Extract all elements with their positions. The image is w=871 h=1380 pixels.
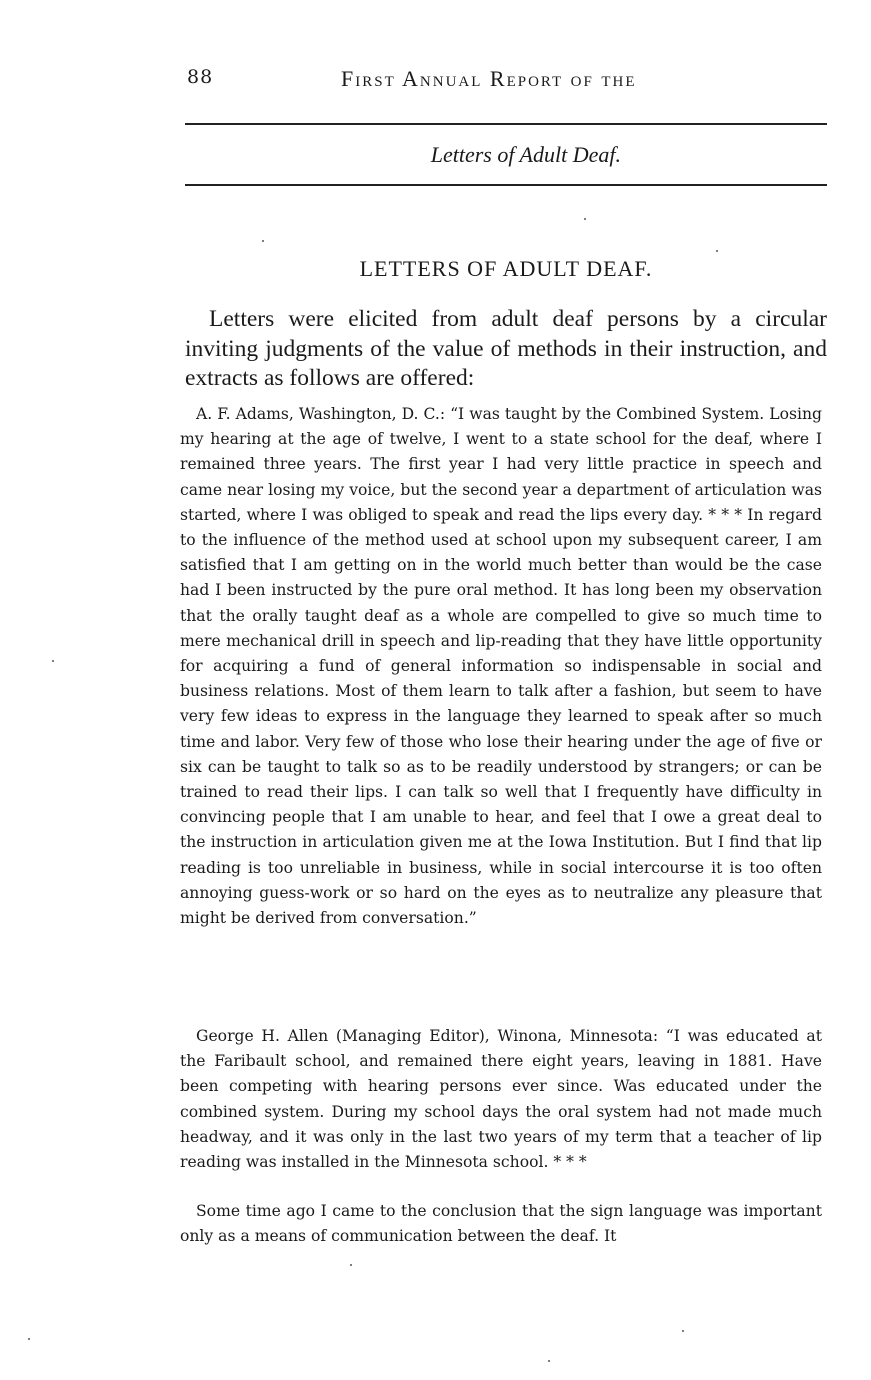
paper-speck <box>28 1338 30 1340</box>
letter-allen-continued: Some time ago I came to the conclusion that the sign language was important only as a means of communication between the deaf. It <box>180 1202 822 1246</box>
page-header <box>185 66 827 96</box>
paper-speck <box>548 1360 550 1362</box>
intro-paragraph: Letters were elicited from adult deaf persons by a circular inviting judgments of the value of methods in their instruction, and extracts as follows are offered: <box>185 306 827 391</box>
letter-allen: George H. Allen (Managing Editor), Winona, Minnesota: “I was educated at the Faribault school, and remained there eight years, leaving in 1881. Have been competing with hearing persons ever since. Was educated under the combined system. During my school days the oral system had not made much headway, and it was only in the last two years of my term that a teacher of lip reading was installed in the Minnesota school. * * * <box>180 1027 822 1172</box>
article-title: LETTERS OF ADULT DEAF. <box>359 256 653 281</box>
letter-adams: A. F. Adams, Washington, D. C.: “I was taught by the Combined System. Losing my hearing at the age of twelve, I went to a state school for the deaf, where I remained three years. The first year I had very little practice in speech and came near losing my voice, but the second year a department of articulation was started, where I was obliged to speak and read the lips every day. * * * In regard to the influence of the method used at school upon my subsequent career, I am satisfied that I am getting on in the world much better than would be the case had I been instructed by the pure oral method. It has long been my observation that the orally taught deaf as a whole are compelled to give so much time to mere mechanical drill in speech and lip-reading that they have little opportunity for acquiring a fund of general information so indispensable in social and business relations. Most of them learn to talk after a fashion, but seem to have very few ideas to express in the language they learned to speak after so much time and labor. Very few of those who lose their hearing under the age of five or six can be taught to talk so as to be readily understood by strangers; or can be trained to read their lips. I can talk so well that I frequently have difficulty in convincing people that I am unable to hear, and feel that I owe a great deal to the instruction in articulation given me at the Iowa Institution. But I find that lip reading is too unreliable in business, while in social intercourse it is too often annoying guess-work or so hard on the eyes as to neutralize any pleasure that might be derived from conversation.” <box>180 405 822 928</box>
header-rule-bottom <box>185 184 827 186</box>
running-head: First Annual Report of the <box>341 66 637 91</box>
paper-speck <box>716 250 718 252</box>
header-rule-top <box>185 123 827 125</box>
paper-speck <box>262 240 264 242</box>
paper-speck <box>350 1264 352 1266</box>
paper-speck <box>682 1330 684 1332</box>
paper-speck <box>52 660 54 662</box>
paper-speck <box>584 218 586 220</box>
page-number: 88 <box>187 66 214 88</box>
section-head: Letters of Adult Deaf. <box>430 142 621 167</box>
